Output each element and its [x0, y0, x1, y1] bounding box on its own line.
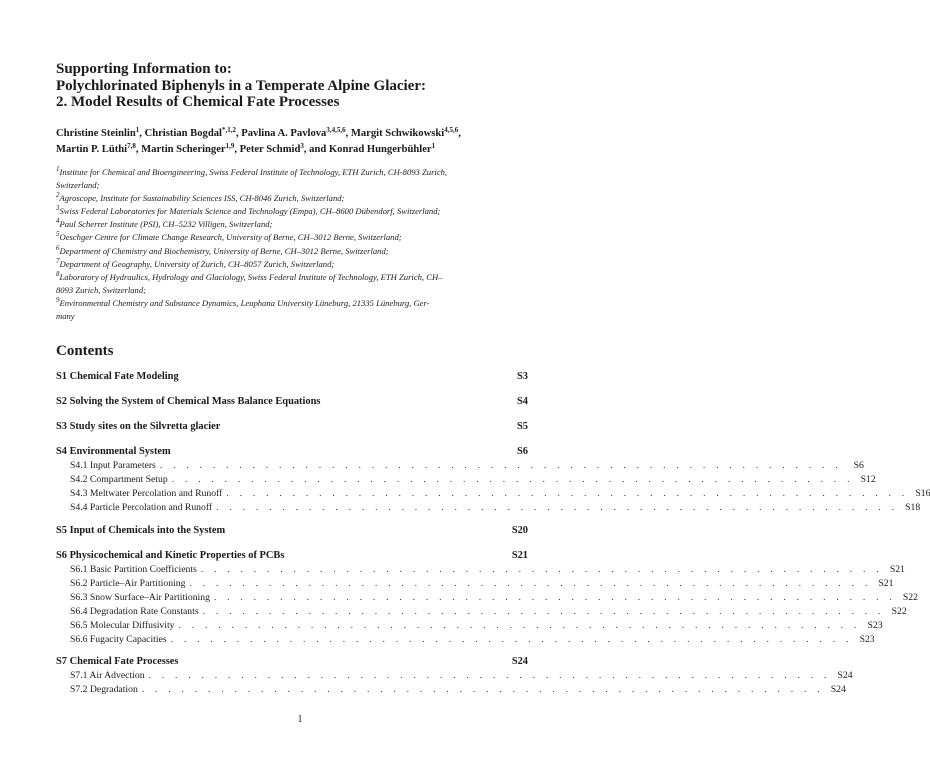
- toc-dot-leader: . . . . . . . . . . . . . . . . . . . . . . . . . . . . . . . . . . . . . . . . . . . . . . . . . . . .: [170, 634, 853, 645]
- toc-section-heading: [56, 420, 528, 434]
- author-affiliation-marker: *,1,2: [221, 126, 236, 134]
- affiliation-number: 2: [56, 191, 60, 200]
- affiliation-number: 7: [56, 256, 60, 265]
- affiliation-line: [56, 179, 536, 192]
- toc-subsection-label: S7.2 Degradation: [70, 684, 138, 695]
- toc-subsection: [56, 473, 876, 487]
- toc-subsection: [56, 563, 905, 577]
- toc-section-page: S4: [517, 396, 528, 407]
- author-name: , Martin Scheringer: [135, 144, 226, 155]
- author-list: [56, 126, 556, 158]
- affiliation-number: 4: [56, 217, 60, 226]
- author-name: Christine Steinlin: [56, 128, 136, 139]
- affiliation-text: Swiss Federal Laboratories for Materials Science and Technology (Empa), CH–8600 Dübendorf, Switzerland;: [59, 206, 441, 217]
- toc-subsection-page: S23: [859, 634, 875, 645]
- title-line: 2. Model Results of Chemical Fate Processes: [56, 94, 340, 110]
- affiliation-line: [56, 258, 536, 271]
- affiliation-line: [56, 271, 536, 284]
- toc-subsection: [56, 633, 875, 647]
- toc-section: [56, 395, 528, 409]
- affiliation-number: 3: [56, 204, 60, 213]
- toc-dot-leader: . . . . . . . . . . . . . . . . . . . . . . . . . . . . . . . . . . . . . . . . . . . . . . . . . . . .: [200, 564, 883, 575]
- author-name: Martin P. Lüthi: [56, 144, 128, 155]
- toc-section-heading: [56, 549, 528, 563]
- toc-subsection-label: S6.4 Degradation Rate Constants: [70, 606, 199, 617]
- toc-subsection-label: S4.2 Compartment Setup: [70, 474, 168, 485]
- toc-subsection-page: S21: [889, 564, 905, 575]
- toc-subsection-label: S4.4 Particle Percolation and Runoff: [70, 502, 213, 513]
- contents-heading: Contents: [56, 343, 114, 359]
- affiliation-text: many: [56, 311, 75, 322]
- affiliation-line: [56, 192, 536, 205]
- author-affiliation-marker: 7,8: [127, 142, 136, 150]
- toc-dot-leader: . . . . . . . . . . . . . . . . . . . . . . . . . . . . . . . . . . . . . . . . . . . . . . . . . . . .: [178, 620, 861, 631]
- toc-section-label: S1 Chemical Fate Modeling: [56, 371, 179, 382]
- toc-subsection-page: S24: [830, 684, 846, 695]
- affiliation-number: 5: [56, 230, 60, 239]
- toc-section-label: S5 Input of Chemicals into the System: [56, 525, 226, 536]
- toc-subsection-page: S21: [878, 578, 894, 589]
- author-name: , Margit Schwikowski: [345, 128, 445, 139]
- toc-subsection: [56, 605, 907, 619]
- page-number: 1: [297, 714, 303, 725]
- toc-subsection-label: S6.5 Molecular Diffusivity: [70, 620, 175, 631]
- toc-subsection-page: S23: [867, 620, 883, 631]
- toc-section: [56, 445, 930, 515]
- toc-section-heading: [56, 370, 528, 384]
- toc-section-heading: [56, 395, 528, 409]
- toc-section-label: S4 Environmental System: [56, 446, 171, 457]
- affiliation-line: [56, 297, 536, 310]
- affiliation-text: Switzerland;: [56, 180, 100, 191]
- affiliation-text: Oeschger Centre for Climate Change Research, University of Berne, CH–3012 Berne, Switzerland;: [59, 232, 402, 243]
- author-name: ,: [458, 128, 461, 139]
- toc-section-label: S7 Chemical Fate Processes: [56, 656, 179, 667]
- author-name: , Peter Schmid: [234, 144, 301, 155]
- toc-subsection: [56, 669, 853, 683]
- affiliation-line: [56, 284, 536, 297]
- toc-dot-leader: . . . . . . . . . . . . . . . . . . . . . . . . . . . . . . . . . . . . . . . . . . . . . . . . . . . .: [189, 578, 872, 589]
- toc-subsection-page: S22: [891, 606, 907, 617]
- toc-section-label: S3 Study sites on the Silvretta glacier: [56, 421, 221, 432]
- affiliation-line: [56, 310, 536, 323]
- toc-subsection-label: S6.1 Basic Partition Coefficients: [70, 564, 197, 575]
- toc-section-heading: [56, 655, 528, 669]
- affiliation-line: [56, 205, 536, 218]
- affiliation-list: [56, 166, 536, 323]
- author-affiliation-marker: 1: [431, 142, 436, 150]
- toc-section-page: S5: [517, 421, 528, 432]
- affiliation-number: 1: [56, 165, 60, 173]
- toc-section: [56, 524, 528, 538]
- toc-section-page: S3: [517, 371, 528, 382]
- author-name: , and Konrad Hungerbühler: [303, 144, 432, 155]
- toc-subsection: [56, 619, 883, 633]
- title-line: Polychlorinated Biphenyls in a Temperate Alpine Glacier:: [56, 77, 427, 94]
- toc-subsection-label: S6.6 Fugacity Capacities: [70, 634, 167, 645]
- toc-subsection-page: S18: [905, 502, 921, 513]
- author-affiliation-marker: 3,4,5,6: [326, 126, 346, 134]
- toc-section: [56, 549, 918, 647]
- toc-subsection: [56, 487, 930, 501]
- toc-section-label: S6 Physicochemical and Kinetic Properties of PCBs: [56, 550, 285, 561]
- affiliation-text: Department of Chemistry and Biochemistry, University of Berne, CH–3012 Berne, Switzerland;: [59, 245, 389, 256]
- affiliation-text: Institute for Chemical and Bioengineering, Swiss Federal Institute of Technology, ETH Zurich, CH-8093 Zurich,: [59, 167, 448, 177]
- toc-dot-leader: . . . . . . . . . . . . . . . . . . . . . . . . . . . . . . . . . . . . . . . . . . . . . . . . . . . .: [213, 592, 896, 603]
- affiliation-line: [56, 231, 536, 244]
- affiliation-line: [56, 245, 536, 258]
- author-affiliation-marker: 1,9: [225, 142, 235, 150]
- affiliation-number: 9: [56, 295, 60, 304]
- affiliation-line: [56, 166, 536, 179]
- author-line: [56, 142, 556, 158]
- author-affiliation-marker: 3: [300, 142, 304, 150]
- affiliation-number: 8: [56, 269, 60, 278]
- toc-subsection-label: S7.1 Air Advection: [70, 670, 145, 681]
- toc-subsection: [56, 577, 894, 591]
- affiliation-line: [56, 218, 536, 231]
- affiliation-number: 6: [56, 243, 60, 252]
- toc-dot-leader: . . . . . . . . . . . . . . . . . . . . . . . . . . . . . . . . . . . . . . . . . . . . . . . . . . . .: [141, 684, 824, 695]
- toc-subsection: [56, 501, 921, 515]
- affiliation-text: 8093 Zurich, Switzerland;: [56, 284, 146, 295]
- author-line: [56, 126, 556, 142]
- toc-section-heading: [56, 524, 528, 538]
- author-affiliation-marker: 1: [135, 126, 140, 134]
- affiliation-text: Paul Scherrer Institute (PSI), CH–5232 Villigen, Switzerland;: [59, 219, 273, 230]
- toc-subsection-page: S12: [860, 474, 876, 485]
- author-affiliation-marker: 4,5,6: [444, 126, 459, 134]
- affiliation-text: Department of Geography, University of Zurich, CH–8057 Zurich, Switzerland;: [59, 258, 335, 269]
- document-title: [56, 61, 556, 111]
- author-name: , Pavlina A. Pavlova: [235, 128, 327, 139]
- affiliation-text: Laboratory of Hydraulics, Hydrology and Glaciology, Swiss Federal Institute of Technology, ETH Zurich, CH–: [59, 271, 443, 282]
- toc-subsection-label: S6.3 Snow Surface–Air Partitioning: [70, 592, 210, 603]
- toc-section-label: S2 Solving the System of Chemical Mass Balance Equations: [56, 396, 321, 407]
- author-name: , Christian Bogdal: [139, 128, 222, 139]
- toc-subsection-label: S4.3 Meltwater Percolation and Runoff: [70, 488, 223, 499]
- toc-subsection-label: S6.2 Particle–Air Partitioning: [70, 578, 186, 589]
- toc-dot-leader: . . . . . . . . . . . . . . . . . . . . . . . . . . . . . . . . . . . . . . . . . . . . . . . . . . . .: [216, 502, 899, 513]
- toc-dot-leader: . . . . . . . . . . . . . . . . . . . . . . . . . . . . . . . . . . . . . . . . . . . . . . . . . . . .: [202, 606, 885, 617]
- toc-section-page: S21: [511, 550, 528, 561]
- toc-dot-leader: . . . . . . . . . . . . . . . . . . . . . . . . . . . . . . . . . . . . . . . . . . . . . . . . . . . .: [171, 474, 854, 485]
- toc-subsection: [56, 591, 918, 605]
- toc-subsection-page: S22: [902, 592, 918, 603]
- toc-dot-leader: . . . . . . . . . . . . . . . . . . . . . . . . . . . . . . . . . . . . . . . . . . . . . . . . . . . .: [148, 670, 831, 681]
- toc-section-page: S6: [517, 446, 528, 457]
- toc-section: [56, 420, 528, 434]
- toc-section-heading: [56, 445, 528, 459]
- toc-subsection-page: S6: [853, 460, 864, 471]
- affiliation-text: Agroscope, Institute for Sustainability Sciences ISS, CH-8046 Zurich, Switzerland;: [59, 193, 345, 204]
- toc-subsection: [56, 459, 864, 473]
- toc-subsection-page: S16: [915, 488, 930, 499]
- toc-section-page: S24: [511, 656, 528, 667]
- toc-dot-leader: . . . . . . . . . . . . . . . . . . . . . . . . . . . . . . . . . . . . . . . . . . . . . . . . . . . .: [159, 460, 842, 471]
- toc-section-page: S20: [511, 525, 528, 536]
- toc-section: [56, 370, 528, 384]
- toc-subsection-page: S24: [837, 670, 853, 681]
- affiliation-text: Environmental Chemistry and Substance Dynamics, Leuphana University Lüneburg, 21335 Lüneburg, Ger-: [59, 297, 430, 308]
- toc-subsection-label: S4.1 Input Parameters: [70, 460, 156, 471]
- toc-subsection: [56, 683, 846, 697]
- toc-section: [56, 655, 853, 697]
- title-line: Supporting Information to:: [56, 61, 232, 77]
- toc-dot-leader: . . . . . . . . . . . . . . . . . . . . . . . . . . . . . . . . . . . . . . . . . . . . . . . . . . . .: [226, 488, 909, 499]
